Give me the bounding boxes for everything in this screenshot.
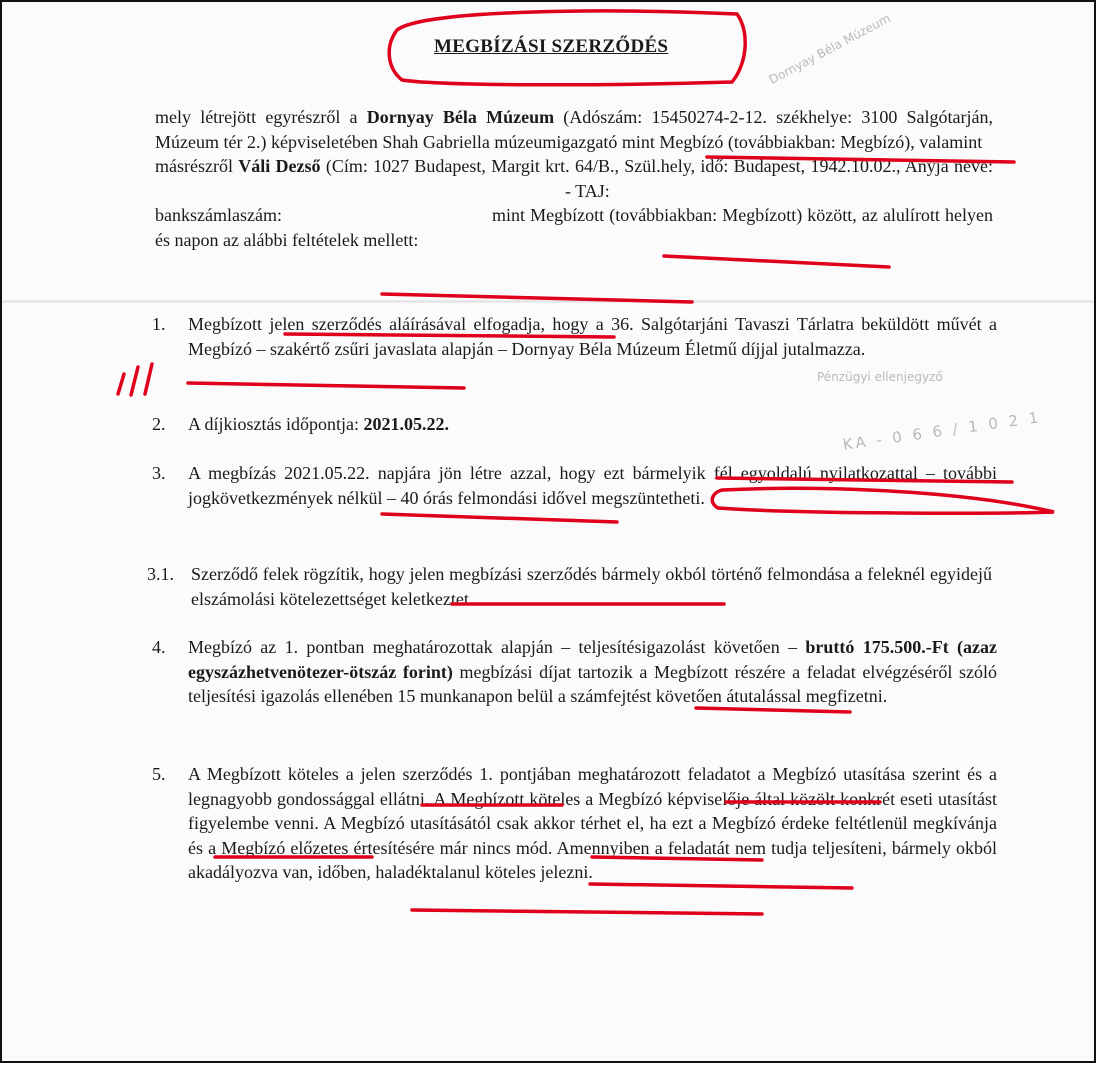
clause-2: 2. A díjkiosztás időpontja: 2021.05.22. [152,414,449,434]
underline-further-contractor [664,256,889,267]
page-title: MEGBÍZÁSI SZERZŐDÉS [434,36,669,57]
party-contractor: másrészről Váli Dezső (Cím: 1027 Budapest, Margit krt. 64/B., Szül.hely, idő: Budapest, 1942.10.02., Anyja neve:- TAJ: [155,156,994,201]
margin-mark-3 [145,364,152,394]
margin-mark-1 [118,374,124,394]
party-principal: mely létrejött egyrészről a Dornyay Béla Múzeum (Adószám: 15450274-2-12. székhelye: 3100 Salgótarján, Múzeum tér 2.) képviseletében Shah Gabriella múzeumigazgató mint Megbízó (továbbiakban: Megbízó), valamint [155,107,994,152]
margin-mark-2 [131,367,138,395]
contract-parties [155,105,993,252]
clause-5: 5. A Megbízott köteles a jelen szerződés 1. pontjában meghatározott feladatot a Megbízó utasítása szerint és a legnagyobb gondossággal ellátni. A Megbízott köteles a Megbízó képviselője által közölt konkrét eseti utasítást figyelembe venni. A Megbízó utasításától csak akkor térhet el, ha ezt a Megbízó érdeke feltétlenül megkívánja és a Megbízó előzetes értesítésére már nincs mód. Amennyiben a feladatát nem tudja teljesíteni, bármely okból akadályozva van, időben, haladéktalanul köteles jelezni. [152,764,997,882]
contractor-name: Váli Dezső [238,156,321,176]
underline-certificate [696,708,850,712]
museum-stamp-text: Dornyay Béla Múzeum [766,11,893,87]
underline-legal-consequences [382,514,617,522]
clause-3: 3. A megbízás 2021.05.22. napjára jön létre azzal, hogy ezt bármelyik fél egyoldalú nyilatkozattal – további jogkövetkezmények nélkül – 40 órás felmondási idővel megszüntetheti. [152,463,997,508]
paper-fold [2,300,1094,303]
museum-name: Dornyay Béla Múzeum [366,107,555,127]
clause-3-1: 3.1. Szerződő felek rögzítik, hogy jelen megbízási szerződés bármely okból történő felmondása a feleknél egyidejű elszámolási kötelezettséget keletkeztet. [147,564,992,609]
underline-cannot-fulfil [590,884,852,888]
finance-stamp-code: KA - 0 6 6 / 1 0 2 1 [841,408,1043,454]
clause-1: 1. Megbízott jelen szerződés aláírásával elfogadja, hogy a 36. Salgótarjáni Tavaszi Tárlatra beküldött művét a Megbízó – szakértő zsűri javaslata alapján – Dornyay Béla Múzeum Életmű díjjal jutalmazza. [152,314,997,359]
clause-4: 4. Megbízó az 1. pontban meghatározottak alapján – teljesítésigazolást követően – bruttó 175.500.-Ft (azaz egyszázhetvenötezer-ötszáz forint) megbízási díjat tartozik a Megbízott részére a feladat elvégzéséről szóló teljesítési igazolás ellenében 15 munkanapon belül a számfejtést követően átutalással megfizetni. [152,637,997,706]
underline-report [412,910,762,914]
underline-award [188,383,464,388]
finance-stamp-text: Pénzügyi ellenjegyző [817,370,943,384]
bank-line: bankszámlaszám: mint Megbízott (továbbiakban: Megbízott) között, az alulírott helyen és napon az alábbi feltételek mellett: [155,205,993,250]
